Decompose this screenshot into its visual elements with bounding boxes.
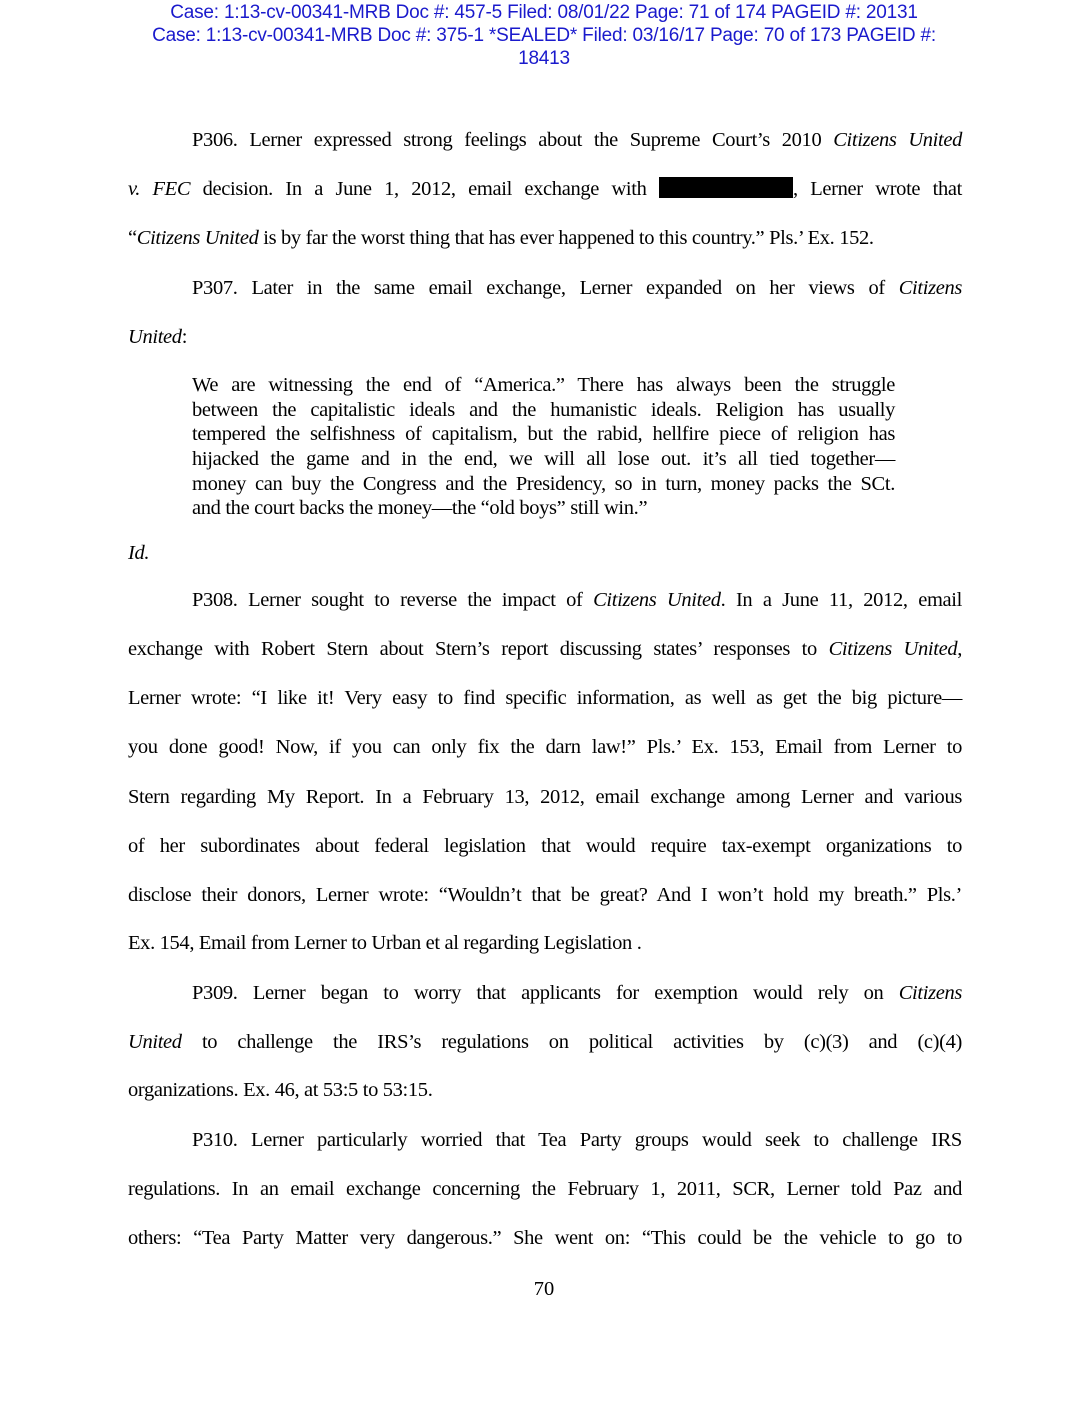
text-line	[128, 686, 962, 710]
text-segment: P307. Later in the same email exchange, Lerner expanded on her views of	[192, 277, 899, 299]
text-line	[128, 226, 942, 250]
text-segment: Ex. 154, Email from Lerner to Urban et al regarding Legislation .	[128, 932, 642, 954]
text-segment: money can buy the Congress and the Presidency, so in turn, money packs the SCt.	[192, 473, 895, 495]
italic-text: v. FEC	[128, 178, 191, 200]
text-segment: of her subordinates about federal legislation that would require tax-exempt organizations to	[128, 835, 962, 857]
page-number: 70	[533, 1278, 555, 1300]
text-segment: others: “Tea Party Matter very dangerous.” She went on: “This could be the vehicle to go to	[128, 1227, 962, 1249]
redaction-box	[659, 177, 793, 198]
text-line	[128, 931, 700, 955]
text-line	[192, 1128, 962, 1152]
text-segment: P308. Lerner sought to reverse the impact of	[192, 589, 594, 611]
text-segment: to challenge the IRS’s regulations on political activities by (c)(3) and (c)(4)	[181, 1031, 962, 1053]
text-segment: disclose their donors, Lerner wrote: “Wouldn’t that be great? And I won’t hold my breath.” Pls.’	[128, 884, 962, 906]
text-line	[128, 1177, 962, 1201]
italic-text: Citizens United	[833, 129, 963, 151]
text-line	[128, 177, 962, 201]
case-stamp-header-continuation: 18413	[518, 48, 570, 69]
text-line	[192, 422, 895, 446]
text-line	[128, 1030, 962, 1054]
italic-text: United	[128, 1031, 182, 1053]
italic-text: United	[128, 326, 182, 348]
text-line	[192, 398, 895, 422]
text-segment: you done good! Now, if you can only fix the darn law!” Pls.’ Ex. 153, Email from Lerner to	[128, 736, 962, 758]
case-stamp-header-underlay: Case: 1:13-cv-00341-MRB Doc #: 375-1 *SEALED* Filed: 03/16/17 Page: 70 of 173 PAGEID #:	[152, 25, 936, 46]
text-line	[192, 588, 962, 612]
text-line	[128, 1078, 500, 1102]
text-segment: organizations. Ex. 46, at 53:5 to 53:15.	[128, 1079, 433, 1101]
case-stamp-header: Case: 1:13-cv-00341-MRB Doc #: 457-5 Filed: 08/01/22 Page: 71 of 174 PAGEID #: 20131	[170, 2, 918, 23]
text-segment: . In a June 11, 2012, email	[720, 589, 962, 611]
text-line	[192, 276, 962, 300]
italic-text: Citizens United	[593, 589, 721, 611]
text-line	[128, 637, 962, 661]
text-line	[192, 128, 962, 152]
text-segment: decision. In a June 1, 2012, email exchange with	[190, 178, 659, 200]
text-segment: tempered the selfishness of capitalism, but the rabid, hellfire piece of religion has	[192, 423, 895, 445]
text-segment: exchange with Robert Stern about Stern’s report discussing states’ responses to	[128, 638, 829, 660]
text-segment: P309. Lerner began to worry that applicants for exemption would rely on	[192, 982, 899, 1004]
text-line	[128, 785, 962, 809]
italic-text: Citizens United	[136, 227, 259, 249]
text-line	[128, 541, 200, 565]
text-segment: regulations. In an email exchange concerning the February 1, 2011, SCR, Lerner told Paz and	[128, 1178, 962, 1200]
text-line	[128, 735, 962, 759]
text-segment: , Lerner wrote that	[793, 178, 962, 200]
text-line	[192, 373, 895, 397]
text-segment: “	[128, 227, 137, 249]
text-line	[128, 834, 962, 858]
text-line	[192, 472, 895, 496]
text-line	[192, 447, 895, 471]
italic-text: Citizens United	[828, 638, 958, 660]
text-segment: is by far the worst thing that has ever happened to this country.” Pls.’ Ex. 152.	[258, 227, 874, 249]
text-line	[192, 496, 700, 520]
text-segment: hijacked the game and in the end, we will all lose out. it’s all tied together—	[192, 448, 895, 470]
italic-text: Id.	[128, 542, 150, 564]
italic-text: Citizens	[898, 982, 962, 1004]
text-line	[192, 981, 962, 1005]
text-segment: Lerner wrote: “I like it! Very easy to find specific information, as well as get the big picture—	[128, 687, 962, 709]
text-segment: P310. Lerner particularly worried that Tea Party groups would seek to challenge IRS	[192, 1129, 962, 1151]
text-segment: and the court backs the money—the “old boys” still win.”	[192, 497, 648, 519]
text-segment: between the capitalistic ideals and the humanistic ideals. Religion has usually	[192, 399, 895, 421]
text-line	[128, 883, 962, 907]
text-segment: :	[181, 326, 188, 348]
text-line	[128, 325, 300, 349]
italic-text: Citizens	[898, 277, 962, 299]
text-segment: Stern regarding My Report. In a February 13, 2012, email exchange among Lerner and various	[128, 786, 962, 808]
text-line	[128, 1226, 962, 1250]
text-segment: ,	[957, 638, 962, 660]
text-segment: P306. Lerner expressed strong feelings about the Supreme Court’s 2010	[192, 129, 834, 151]
text-segment: We are witnessing the end of “America.” There has always been the struggle	[192, 374, 895, 396]
